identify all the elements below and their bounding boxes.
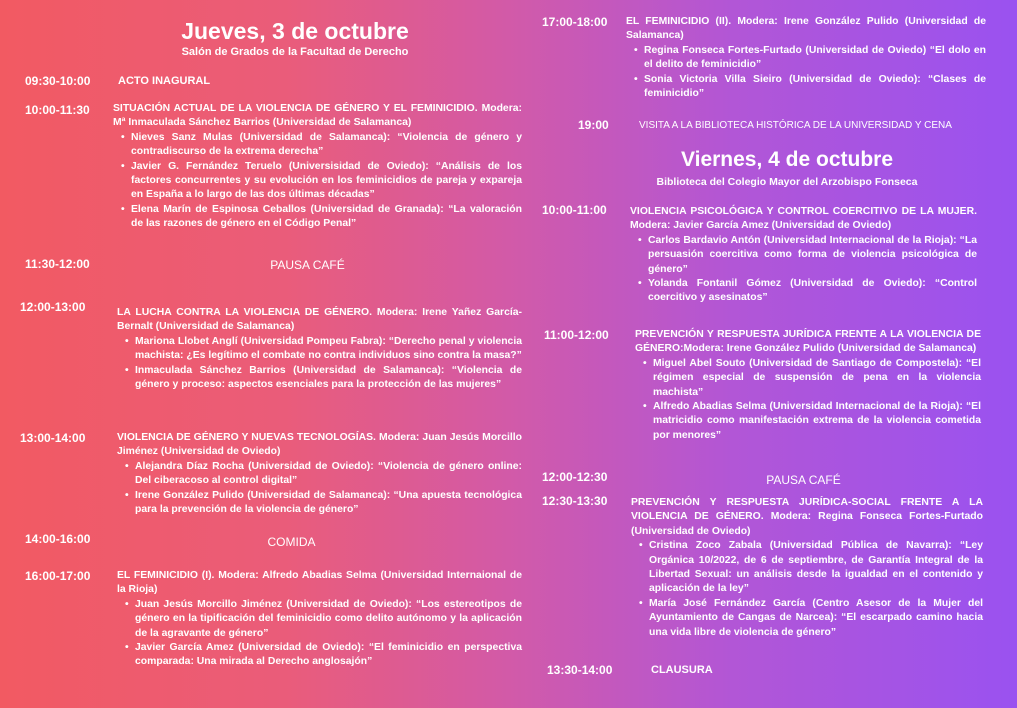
t-s4-title: EL FEMINICIDIO (I). bbox=[117, 570, 215, 581]
f-s2-time: 11:00-12:00 bbox=[544, 328, 609, 342]
t-s5-time: 17:00-18:00 bbox=[542, 15, 608, 29]
f-s1-moderator: Modera: Javier García Amez (Universidad de Oviedo) bbox=[630, 220, 892, 232]
t-s1-moderator: Modera: Mª Inmaculada Sánchez Barrios (Universidad de Salamanca) bbox=[113, 103, 522, 129]
t-s2-session bbox=[117, 306, 522, 392]
friday-venue: Biblioteca del Colegio Mayor del Arzobispo Fonseca bbox=[656, 176, 918, 188]
t-s2-moderator: Modera: Irene Yañez García-Bernalt (Universidad de Salamanca) bbox=[117, 307, 522, 333]
f-s1-talk: • Carlos Bardavio Antón (Universidad Internacional de la Rioja): “La persuasión coercitiva como forma de violencia psicológica de género” bbox=[638, 234, 977, 277]
t-s1-talk: • Elena Marín de Espinosa Ceballos (Universidad de Granada): “La valoración de las razones de género en el Código Penal” bbox=[121, 203, 522, 232]
f-s3-time: 12:30-13:30 bbox=[542, 494, 608, 508]
t-s1-title: SITUACIÓN ACTUAL DE LA VIOLENCIA DE GÉNERO Y EL FEMINICIDIO. bbox=[113, 103, 478, 114]
thursday-title: Jueves, 3 de octubre bbox=[181, 18, 409, 44]
t-s3-talk: • Irene González Pulido (Universidad de Salamanca): “Una apuesta tecnológica para la prevención de la violencia de género” bbox=[125, 489, 522, 518]
f-s1-title: VIOLENCIA PSICOLÓGICA Y CONTROL COERCITIVO DE LA MUJER. bbox=[630, 206, 977, 217]
t-s1-session bbox=[113, 102, 522, 232]
f-s3-talk: • María José Fernández García (Centro Asesor de la Mujer del Ayuntamiento de Cangas de Narcea): “El escarpado camino hacia una vida libre de violencia de género” bbox=[639, 597, 983, 640]
f-s2-talk: • Alfredo Abadias Selma (Universidad Internacional de la Rioja): “El matricidio como manifestación extrema de la violencia cometida por menores” bbox=[643, 400, 981, 443]
t-s4-talk: • Javier García Amez (Universidad de Oviedo): “El feminicidio en perspectiva comparada: Una mirada al Derecho anglosajón” bbox=[125, 641, 522, 670]
f-s3-talk: • Cristina Zoco Zabala (Universidad Pública de Navarra): “Ley Orgánica 10/2022, de 6 de septiembre, de Garantía Integral de la Libertad Sexual: un análisis desde la igualdad en el contenido y aplicación de la ley” bbox=[639, 539, 983, 597]
t-s2-talk: • Inmaculada Sánchez Barrios (Universidad de Salamanca): “Violencia de género y proceso: aspectos esenciales para la protección de las mujeres” bbox=[125, 364, 522, 393]
t-s4-moderator: Modera: Alfredo Abadias Selma (Universidad Internaional de la Rioja) bbox=[117, 570, 522, 596]
acto-label: ACTO INAGURAL bbox=[118, 75, 211, 87]
t-s3-session bbox=[117, 431, 522, 517]
t-comida-label: COMIDA bbox=[267, 535, 316, 549]
thursday-venue: Salón de Grados de la Facultad de Derecho bbox=[181, 46, 409, 58]
f-s3-title: PREVENCIÓN Y RESPUESTA JURÍDICA-SOCIAL FRENTE A LA VIOLENCIA DE GÉNERO. bbox=[631, 497, 983, 523]
t-s1-time: 10:00-11:30 bbox=[25, 103, 90, 117]
t-s5-talk: • Sonia Victoria Villa Sieiro (Universidad de Oviedo): “Clases de feminicidio” bbox=[634, 73, 986, 102]
f-s3-moderator: Modera: Regina Fonseca Fortes-Furtado (Universidad de Oviedo) bbox=[631, 511, 983, 537]
t-s3-talk: • Alejandra Díaz Rocha (Universidad de Oviedo): “Violencia de género online: Del ciberacoso al control digital” bbox=[125, 460, 522, 489]
f-pausa-time: 12:00-12:30 bbox=[542, 470, 608, 484]
t-s3-time: 13:00-14:00 bbox=[20, 431, 86, 445]
acto-time: 09:30-10:00 bbox=[25, 74, 91, 88]
t-s1-talk: • Javier G. Fernández Teruelo (Universisidad de Oviedo): “Análisis de los factores concurrentes y su evolución en los feminicidios de pareja y expareja en España a lo largo de las dos últimas décadas” bbox=[121, 160, 522, 203]
t-s5-talk: • Regina Fonseca Fortes-Furtado (Universidad de Oviedo) “El dolo en el delito de feminicidio” bbox=[634, 44, 986, 73]
f-s2-title: PREVENCIÓN Y RESPUESTA JURÍDICA FRENTE A LA VIOLENCIA DE GÉNERO: bbox=[635, 329, 981, 355]
f-s3-session bbox=[631, 496, 983, 640]
f-s1-talk: • Yolanda Fontanil Gómez (Universidad de Oviedo): “Control coercitivo y asesinatos” bbox=[638, 277, 977, 306]
t-s5-session bbox=[626, 15, 986, 101]
t-s1-talk: • Nieves Sanz Mulas (Universidad de Salamanca): “Violencia de género y contradiscurso de la extrema derecha” bbox=[121, 131, 522, 160]
f-s2-session bbox=[635, 328, 981, 443]
t-comida-time: 14:00-16:00 bbox=[25, 532, 91, 546]
friday-title: Viernes, 4 de octubre bbox=[680, 148, 894, 171]
f-s1-session bbox=[630, 205, 977, 306]
t-s5-title: EL FEMINICIDIO (II). bbox=[626, 16, 732, 27]
t-s3-title: VIOLENCIA DE GÉNERO Y NUEVAS TECNOLOGÍAS. bbox=[117, 432, 376, 443]
t-visita-label: VISITA A LA BIBLIOTECA HISTÓRICA DE LA UNIVERSIDAD Y CENA bbox=[639, 120, 952, 131]
t-pausa-label: PAUSA CAFÉ bbox=[270, 258, 345, 272]
t-s5-moderator: Modera: Irene González Pulido (Universidad de Salamanca) bbox=[626, 16, 986, 42]
t-pausa-time: 11:30-12:00 bbox=[25, 257, 90, 271]
t-s4-session bbox=[117, 569, 522, 670]
t-s2-time: 12:00-13:00 bbox=[20, 300, 86, 314]
f-s1-time: 10:00-11:00 bbox=[542, 203, 607, 217]
t-visita-time: 19:00 bbox=[578, 118, 609, 132]
t-s4-talk: • Juan Jesús Morcillo Jiménez (Universidad de Oviedo): “Los estereotipos de género en la tipificación del feminicidio como delito autónomo y la aplicación de la agravante de género” bbox=[125, 598, 522, 641]
f-clausura-label: CLAUSURA bbox=[651, 664, 713, 676]
f-pausa-label: PAUSA CAFÉ bbox=[766, 473, 841, 487]
f-clausura-time: 13:30-14:00 bbox=[547, 663, 613, 677]
f-s2-talk: • Miguel Abel Souto (Universidad de Santiago de Compostela): “El régimen especial de suspensión de pena en la violencia machista” bbox=[643, 357, 981, 400]
t-s2-title: LA LUCHA CONTRA LA VIOLENCIA DE GÉNERO. bbox=[117, 307, 372, 318]
t-s3-moderator: Modera: Juan Jesús Morcillo Jiménez (Universidad de Oviedo) bbox=[117, 432, 523, 458]
t-s4-time: 16:00-17:00 bbox=[25, 569, 91, 583]
f-s2-moderator: Modera: Irene González Pulido (Universidad de Salamanca) bbox=[683, 343, 977, 355]
t-s2-talk: • Mariona Llobet Anglí (Universidad Pompeu Fabra): “Derecho penal y violencia machista: ¿Es legítimo el combate no contra individuos sino contra la masa?” bbox=[125, 335, 522, 364]
